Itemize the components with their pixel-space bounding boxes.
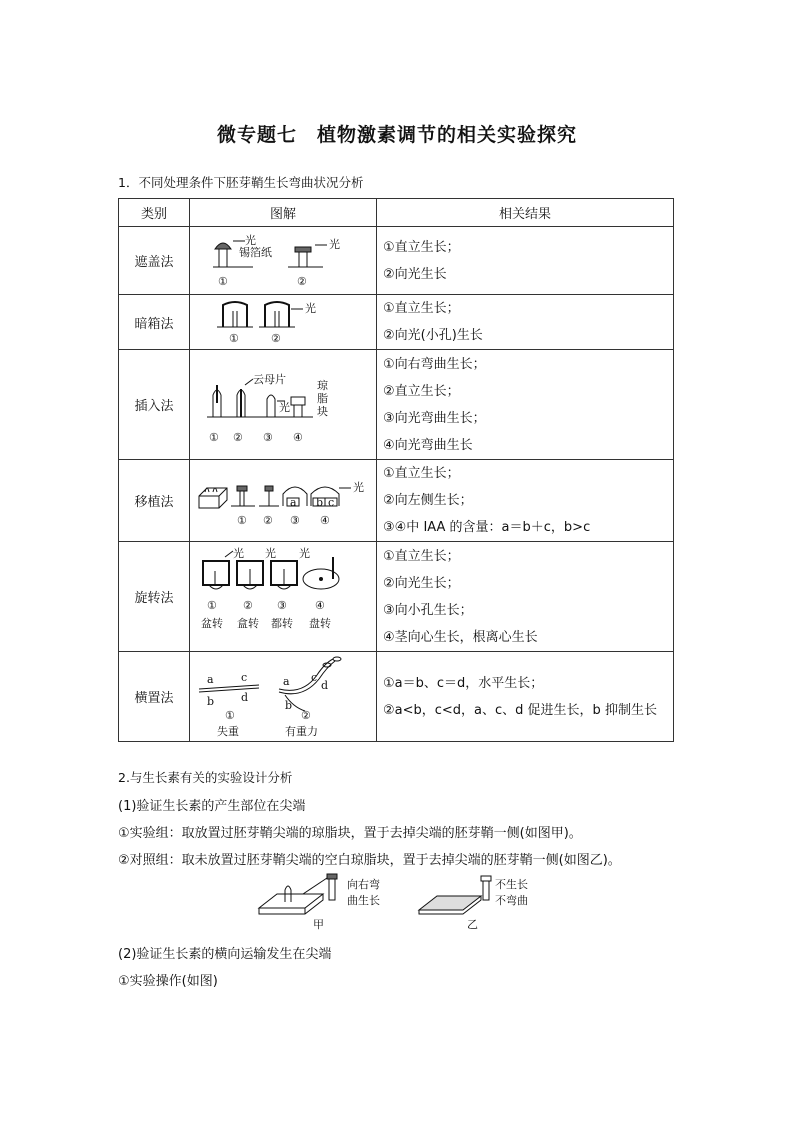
mica-label: 云母片 bbox=[253, 372, 286, 386]
number-1: ① bbox=[225, 708, 235, 722]
light-label: 光 bbox=[233, 546, 244, 560]
result-line: ②向光(小孔)生长 bbox=[383, 328, 483, 343]
number-1: ① bbox=[209, 430, 219, 444]
diagram-cell bbox=[190, 227, 377, 295]
result-line: ①向右弯曲生长； bbox=[383, 356, 486, 372]
yi-result-2: 不弯曲 bbox=[495, 894, 528, 907]
result-line: ②向左侧生长； bbox=[383, 493, 473, 508]
result-line: ③向小孔生长； bbox=[383, 602, 473, 618]
number-4: ④ bbox=[320, 513, 330, 527]
header-results: 相关结果 bbox=[377, 199, 674, 227]
jia-result-2: 曲生长 bbox=[347, 894, 380, 907]
number-1: ① bbox=[207, 598, 217, 612]
section-2-heading: 2.与生长素有关的实验设计分析 bbox=[118, 770, 293, 785]
result-line: ④向光弯曲生长 bbox=[383, 437, 473, 453]
number-3: ③ bbox=[263, 430, 273, 444]
figure-yi-label: 乙 bbox=[467, 918, 478, 931]
label-a: a bbox=[283, 674, 290, 688]
method-cell: 暗箱法 bbox=[119, 295, 190, 350]
diagram-cell bbox=[190, 295, 377, 350]
label-d: d bbox=[241, 690, 249, 704]
method-cell: 旋转法 bbox=[119, 542, 190, 652]
experiment-table bbox=[118, 198, 674, 742]
light-label: 光 bbox=[305, 302, 316, 315]
header-category: 类别 bbox=[119, 199, 190, 227]
control-line: ②对照组：取未放置过胚芽鞘尖端的空白琼脂块，置于去掉尖端的胚芽鞘一侧(如图乙)。 bbox=[118, 853, 621, 868]
table-row bbox=[119, 542, 674, 652]
number-4: ④ bbox=[315, 598, 325, 612]
block-c: c bbox=[328, 495, 335, 509]
insertion-diagram bbox=[193, 355, 373, 455]
number-2: ② bbox=[243, 598, 253, 612]
transplant-diagram bbox=[193, 466, 373, 536]
result-line: ②直立生长； bbox=[383, 383, 460, 399]
header-diagram: 图解 bbox=[190, 199, 377, 227]
result-line: ②a<b，c<d，a、c、d 促进生长，b 抑制生长 bbox=[383, 702, 657, 718]
block-a: a bbox=[290, 495, 297, 509]
rotation-label: 都转 bbox=[271, 616, 293, 630]
agar-label: 琼脂块 bbox=[317, 378, 328, 418]
number-2: ② bbox=[301, 708, 311, 722]
label-c: c bbox=[241, 670, 248, 684]
page-title: 微专题七 植物激素调节的相关实验探究 bbox=[216, 124, 577, 146]
result-line: ②向光生长 bbox=[383, 266, 447, 282]
result-line: ②向光生长； bbox=[383, 575, 460, 591]
covering-diagram bbox=[193, 231, 373, 291]
results-cell bbox=[377, 652, 674, 742]
number-2: ② bbox=[297, 274, 307, 288]
horizontal-diagram bbox=[193, 655, 373, 739]
table-row bbox=[119, 460, 674, 542]
number-4: ④ bbox=[293, 430, 303, 444]
light-label: 光 bbox=[279, 400, 290, 414]
results-cell bbox=[377, 460, 674, 542]
gravity-label: 有重力 bbox=[285, 724, 318, 738]
label-d: d bbox=[321, 678, 329, 692]
number-1: ① bbox=[229, 332, 239, 345]
table-row bbox=[119, 227, 674, 295]
results-cell bbox=[377, 295, 674, 350]
table-row bbox=[119, 350, 674, 460]
light-label: 光 bbox=[329, 237, 340, 251]
method-cell: 插入法 bbox=[119, 350, 190, 460]
table-row bbox=[119, 295, 674, 350]
results-cell bbox=[377, 350, 674, 460]
light-label: 光 bbox=[353, 480, 364, 494]
label-b: b bbox=[285, 698, 293, 712]
rotation-label: 盆转 bbox=[201, 616, 223, 630]
light-label: 光 bbox=[265, 546, 276, 560]
figure-jia-yi bbox=[255, 872, 555, 934]
operation-line: ①实验操作(如图) bbox=[118, 974, 218, 989]
label-c: c bbox=[311, 670, 318, 684]
result-line: ①直立生长； bbox=[383, 548, 460, 564]
number-3: ③ bbox=[290, 513, 300, 527]
section-1-heading: 1．不同处理条件下胚芽鞘生长弯曲状况分析 bbox=[118, 175, 364, 190]
diagram-cell bbox=[190, 652, 377, 742]
number-2: ② bbox=[271, 332, 281, 345]
experiment-line: ①实验组：取放置过胚芽鞘尖端的琼脂块，置于去掉尖端的胚芽鞘一侧(如图甲)。 bbox=[118, 826, 582, 841]
jia-result-1: 向右弯 bbox=[347, 878, 380, 891]
number-1: ① bbox=[218, 274, 228, 288]
diagram-cell bbox=[190, 542, 377, 652]
rotation-diagram bbox=[193, 547, 373, 647]
number-3: ③ bbox=[277, 598, 287, 612]
diagram-cell bbox=[190, 460, 377, 542]
label-b: b bbox=[207, 694, 215, 708]
result-line: ③向光弯曲生长； bbox=[383, 410, 486, 426]
number-2: ② bbox=[233, 430, 243, 444]
results-cell bbox=[377, 542, 674, 652]
figure-jia-label: 甲 bbox=[313, 918, 324, 931]
yi-result-1: 不生长 bbox=[495, 878, 528, 891]
number-2: ② bbox=[263, 513, 273, 527]
result-line: ①直立生长； bbox=[383, 301, 460, 316]
block-b: b bbox=[316, 495, 324, 509]
diagram-cell bbox=[190, 350, 377, 460]
result-line: ④茎向心生长，根离心生长 bbox=[383, 629, 538, 645]
label-a: a bbox=[207, 672, 214, 686]
gravity-label: 失重 bbox=[217, 724, 239, 738]
table-row bbox=[119, 652, 674, 742]
result-line: ①直立生长； bbox=[383, 239, 460, 255]
result-line: ①a＝b、c＝d，水平生长； bbox=[383, 675, 544, 691]
light-label: 光 bbox=[245, 233, 256, 247]
method-cell: 移植法 bbox=[119, 460, 190, 542]
method-cell: 遮盖法 bbox=[119, 227, 190, 295]
light-label: 光 bbox=[299, 546, 310, 560]
dark-box-diagram bbox=[193, 297, 373, 347]
subsection-1: (1)验证生长素的产生部位在尖端 bbox=[118, 799, 306, 814]
result-line: ①直立生长； bbox=[383, 466, 460, 481]
foil-label: 锡箔纸 bbox=[239, 245, 272, 259]
number-1: ① bbox=[237, 513, 247, 527]
subsection-2: (2)验证生长素的横向运输发生在尖端 bbox=[118, 947, 332, 962]
method-cell: 横置法 bbox=[119, 652, 190, 742]
rotation-label: 盒转 bbox=[237, 616, 259, 630]
table-header-row bbox=[119, 199, 674, 227]
rotation-label: 盘转 bbox=[309, 616, 331, 630]
result-line: ③④中 IAA 的含量：a＝b＋c，b>c bbox=[383, 520, 591, 535]
results-cell bbox=[377, 227, 674, 295]
